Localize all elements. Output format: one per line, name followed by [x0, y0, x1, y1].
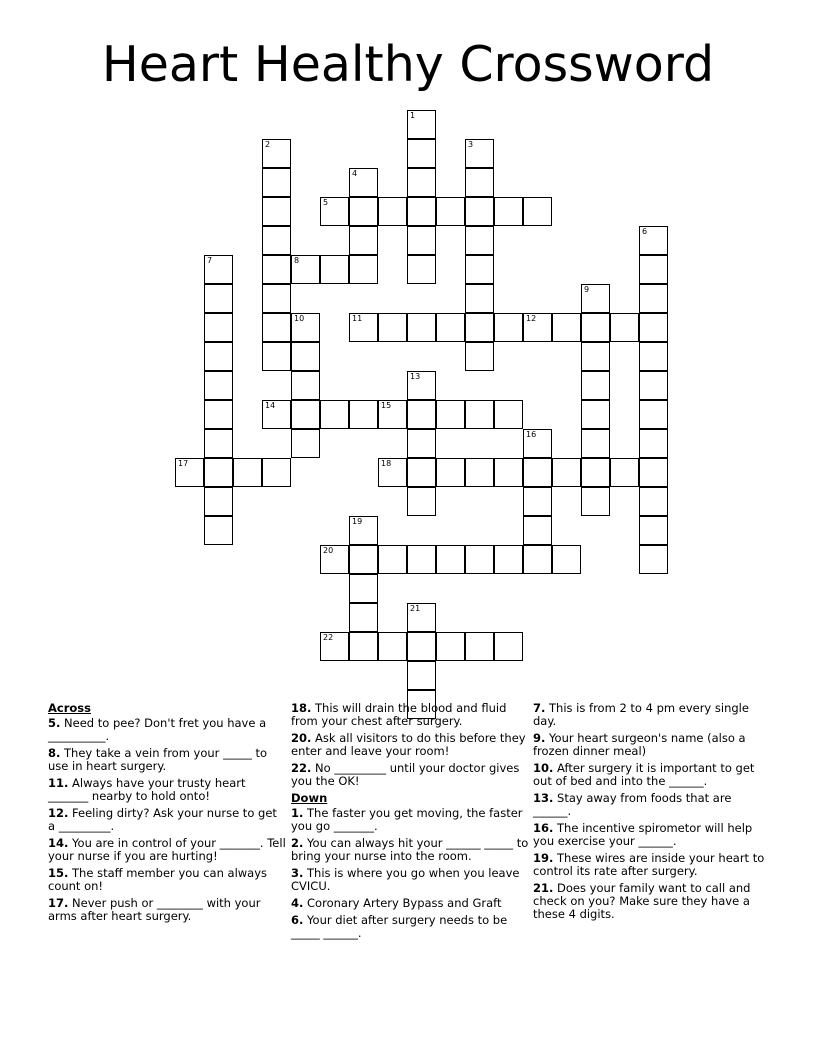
grid-cell[interactable]	[581, 284, 610, 313]
grid-cell[interactable]	[639, 371, 668, 400]
down-heading: Down	[291, 791, 328, 805]
clue-item-text: They take a vein from your _____ to use in heart surgery.	[48, 746, 268, 773]
clue-item-text: This is where you go when you leave CVICU.	[291, 866, 520, 893]
clue-column-2	[291, 702, 529, 944]
clue-item	[291, 867, 529, 893]
clue-item	[533, 702, 771, 728]
clue-item	[291, 914, 529, 940]
grid-cell[interactable]	[349, 603, 378, 632]
clue-item-text: These wires are inside your heart to control its rate after surgery.	[533, 851, 765, 878]
clue-number: 11	[352, 314, 363, 323]
grid-cell[interactable]	[407, 313, 436, 342]
clue-number: 5	[323, 198, 329, 207]
clue-number: 19	[352, 517, 363, 526]
grid-cell[interactable]	[407, 139, 436, 168]
grid-cell[interactable]	[407, 487, 436, 516]
grid-cell[interactable]	[465, 342, 494, 371]
grid-cell[interactable]	[639, 545, 668, 574]
grid-cell[interactable]	[378, 458, 407, 487]
clue-item-text: Need to pee? Don't fret you have a __________.	[48, 716, 267, 743]
grid-cell[interactable]	[378, 197, 407, 226]
clue-number: 10	[294, 314, 305, 323]
grid-cell[interactable]	[639, 313, 668, 342]
grid-cell[interactable]	[639, 284, 668, 313]
clue-item-text: Your diet after surgery needs to be _____ ______.	[291, 913, 508, 940]
grid-cell[interactable]	[610, 458, 639, 487]
grid-cell[interactable]	[465, 139, 494, 168]
clue-item-number: 17.	[48, 896, 69, 910]
grid-cell[interactable]	[465, 313, 494, 342]
clue-item-text: This is from 2 to 4 pm every single day.	[533, 701, 749, 728]
clue-number: 12	[526, 314, 537, 323]
clue-item-number: 15.	[48, 866, 69, 880]
grid-cell[interactable]	[494, 197, 523, 226]
clue-column-1	[48, 702, 286, 927]
clue-item-text: Feeling dirty? Ask your nurse to get a _________.	[48, 806, 277, 833]
clue-item-number: 6.	[291, 913, 304, 927]
grid-cell[interactable]	[320, 632, 349, 661]
clue-item-number: 5.	[48, 716, 61, 730]
clue-item	[48, 867, 286, 893]
across-clue-list-continued	[291, 702, 529, 788]
grid-cell[interactable]	[407, 371, 436, 400]
grid-cell[interactable]	[523, 516, 552, 545]
grid-cell[interactable]	[349, 516, 378, 545]
clue-number: 13	[410, 372, 421, 381]
clue-item	[291, 837, 529, 863]
grid-cell[interactable]	[436, 313, 465, 342]
grid-cell[interactable]	[204, 458, 233, 487]
grid-cell[interactable]	[349, 632, 378, 661]
down-clue-list-continued	[533, 702, 771, 921]
grid-cell[interactable]	[494, 458, 523, 487]
grid-cell[interactable]	[407, 197, 436, 226]
grid-cell[interactable]	[291, 371, 320, 400]
clue-number: 4	[352, 169, 358, 178]
grid-cell[interactable]	[639, 458, 668, 487]
clue-item	[48, 717, 286, 743]
grid-cell[interactable]	[581, 429, 610, 458]
grid-cell[interactable]	[465, 545, 494, 574]
clue-item-number: 19.	[533, 851, 554, 865]
puzzle-title: Heart Healthy Crossword	[101, 36, 715, 93]
clue-item-text: Your heart surgeon's name (also a frozen dinner meal)	[533, 731, 746, 758]
clue-item	[48, 777, 286, 803]
clue-number: 22	[323, 633, 334, 642]
clue-item	[533, 792, 771, 818]
clue-item-number: 21.	[533, 881, 554, 895]
clue-item-number: 2.	[291, 836, 304, 850]
grid-cell[interactable]	[639, 226, 668, 255]
grid-cell[interactable]	[204, 516, 233, 545]
grid-cell[interactable]	[523, 197, 552, 226]
clue-number: 21	[410, 604, 421, 613]
grid-cell[interactable]	[349, 197, 378, 226]
clue-item	[533, 822, 771, 848]
grid-cell[interactable]	[349, 255, 378, 284]
grid-cell[interactable]	[436, 545, 465, 574]
grid-cell[interactable]	[262, 284, 291, 313]
grid-cell[interactable]	[465, 226, 494, 255]
clue-item	[291, 732, 529, 758]
grid-cell[interactable]	[494, 400, 523, 429]
grid-cell[interactable]	[436, 197, 465, 226]
grid-cell[interactable]	[378, 632, 407, 661]
grid-cell[interactable]	[378, 313, 407, 342]
grid-cell[interactable]	[262, 139, 291, 168]
grid-cell[interactable]	[291, 313, 320, 342]
grid-cell[interactable]	[291, 342, 320, 371]
grid-cell[interactable]	[378, 400, 407, 429]
grid-cell[interactable]	[320, 197, 349, 226]
clue-item-text: Stay away from foods that are ______.	[533, 791, 732, 818]
grid-cell[interactable]	[204, 487, 233, 516]
clue-column-3	[533, 702, 771, 925]
grid-cell[interactable]	[639, 400, 668, 429]
grid-cell[interactable]	[262, 458, 291, 487]
clue-item	[291, 702, 529, 728]
clue-item-number: 8.	[48, 746, 61, 760]
grid-cell[interactable]	[291, 400, 320, 429]
clue-item-text: No _________ until your doctor gives you the OK!	[291, 761, 520, 788]
clue-item-number: 14.	[48, 836, 69, 850]
clue-item-text: The staff member you can always count on!	[48, 866, 268, 893]
grid-cell[interactable]	[552, 458, 581, 487]
grid-cell[interactable]	[407, 168, 436, 197]
grid-cell[interactable]	[204, 371, 233, 400]
grid-cell[interactable]	[494, 632, 523, 661]
grid-cell[interactable]	[349, 168, 378, 197]
grid-cell[interactable]	[523, 458, 552, 487]
clue-item	[291, 897, 529, 910]
grid-cell[interactable]	[436, 632, 465, 661]
grid-cell[interactable]	[494, 545, 523, 574]
clue-item-number: 9.	[533, 731, 546, 745]
grid-cell[interactable]	[262, 168, 291, 197]
grid-cell[interactable]	[204, 313, 233, 342]
clue-item-text: The incentive spirometor will help you exercise your ______.	[533, 821, 753, 848]
clue-number: 15	[381, 401, 392, 410]
grid-cell[interactable]	[204, 429, 233, 458]
down-clue-list	[291, 807, 529, 940]
grid-cell[interactable]	[639, 487, 668, 516]
grid-cell[interactable]	[233, 458, 262, 487]
clue-number: 17	[178, 459, 189, 468]
grid-cell[interactable]	[407, 545, 436, 574]
clue-item-number: 13.	[533, 791, 554, 805]
clue-item-number: 20.	[291, 731, 312, 745]
grid-cell[interactable]	[349, 226, 378, 255]
clue-item-text: This will drain the blood and fluid from your chest after surgery.	[291, 701, 507, 728]
clue-number: 16	[526, 430, 537, 439]
clue-number: 18	[381, 459, 392, 468]
clue-item	[533, 762, 771, 788]
grid-cell[interactable]	[552, 545, 581, 574]
clue-item-number: 10.	[533, 761, 554, 775]
clue-item-text: You can always hit your ______ _____ to bring your nurse into the room.	[291, 836, 529, 863]
grid-cell[interactable]	[610, 313, 639, 342]
clue-item-number: 3.	[291, 866, 304, 880]
grid-cell[interactable]	[262, 226, 291, 255]
clue-item	[48, 747, 286, 773]
grid-cell[interactable]	[581, 342, 610, 371]
grid-cell[interactable]	[204, 284, 233, 313]
clue-item-text: Never push or ________ with your arms after heart surgery.	[48, 896, 261, 923]
clue-item-number: 12.	[48, 806, 69, 820]
clue-item-number: 16.	[533, 821, 554, 835]
clue-item	[48, 897, 286, 923]
clue-item-number: 18.	[291, 701, 312, 715]
clue-number: 7	[207, 256, 213, 265]
across-clue-list	[48, 717, 286, 923]
grid-cell[interactable]	[465, 255, 494, 284]
grid-cell[interactable]	[407, 226, 436, 255]
grid-cell[interactable]	[581, 487, 610, 516]
grid-cell[interactable]	[262, 342, 291, 371]
grid-cell[interactable]	[407, 632, 436, 661]
grid-cell[interactable]	[523, 487, 552, 516]
grid-cell[interactable]	[581, 458, 610, 487]
clue-number: 14	[265, 401, 276, 410]
grid-cell[interactable]	[465, 458, 494, 487]
grid-cell[interactable]	[320, 400, 349, 429]
clue-item	[48, 807, 286, 833]
grid-cell[interactable]	[291, 255, 320, 284]
clue-number: 6	[642, 227, 648, 236]
grid-cell[interactable]	[407, 400, 436, 429]
clue-number: 20	[323, 546, 334, 555]
clue-number: 8	[294, 256, 300, 265]
clue-item-text: You are in control of your _______. Tell your nurse if you are hurting!	[48, 836, 286, 863]
grid-cell[interactable]	[407, 603, 436, 632]
clue-item	[291, 762, 529, 788]
clue-item-text: After surgery it is important to get out of bed and into the ______.	[533, 761, 755, 788]
grid-cell[interactable]	[291, 429, 320, 458]
grid-cell[interactable]	[639, 429, 668, 458]
grid-cell[interactable]	[407, 429, 436, 458]
grid-cell[interactable]	[204, 400, 233, 429]
grid-cell[interactable]	[639, 342, 668, 371]
clue-item-text: Does your family want to call and check on you? Make sure they have a these 4 digits.	[533, 881, 751, 921]
clue-item	[533, 882, 771, 921]
grid-cell[interactable]	[204, 342, 233, 371]
grid-cell[interactable]	[639, 516, 668, 545]
grid-cell[interactable]	[262, 313, 291, 342]
grid-cell[interactable]	[378, 545, 407, 574]
grid-cell[interactable]	[262, 197, 291, 226]
grid-cell[interactable]	[349, 313, 378, 342]
clue-number: 2	[265, 140, 271, 149]
grid-cell[interactable]	[552, 313, 581, 342]
grid-cell[interactable]	[204, 255, 233, 284]
clue-number: 3	[468, 140, 474, 149]
grid-cell[interactable]	[349, 400, 378, 429]
clue-item-text: Always have your trusty heart _______ nearby to hold onto!	[48, 776, 246, 803]
clue-item	[533, 732, 771, 758]
clue-number: 9	[584, 285, 590, 294]
across-heading: Across	[48, 701, 91, 715]
clue-item	[533, 852, 771, 878]
clue-item-text: Coronary Artery Bypass and Graft	[303, 896, 502, 910]
grid-cell[interactable]	[523, 429, 552, 458]
grid-cell[interactable]	[639, 255, 668, 284]
grid-cell[interactable]	[465, 168, 494, 197]
grid-cell[interactable]	[436, 458, 465, 487]
grid-cell[interactable]	[581, 313, 610, 342]
grid-cell[interactable]	[320, 255, 349, 284]
clue-item-number: 22.	[291, 761, 312, 775]
grid-cell[interactable]	[494, 313, 523, 342]
grid-cell[interactable]	[407, 458, 436, 487]
grid-cell[interactable]	[407, 255, 436, 284]
grid-cell[interactable]	[349, 545, 378, 574]
grid-cell[interactable]	[320, 545, 349, 574]
clue-item	[48, 837, 286, 863]
grid-cell[interactable]	[262, 255, 291, 284]
grid-cell[interactable]	[465, 284, 494, 313]
clue-item-number: 11.	[48, 776, 69, 790]
clue-item-number: 1.	[291, 806, 304, 820]
clue-number: 1	[410, 111, 416, 120]
grid-cell[interactable]	[465, 632, 494, 661]
grid-cell[interactable]	[581, 400, 610, 429]
grid-cell[interactable]	[349, 574, 378, 603]
grid-cell[interactable]	[523, 313, 552, 342]
grid-cell[interactable]	[175, 458, 204, 487]
grid-cell[interactable]	[407, 110, 436, 139]
grid-cell[interactable]	[407, 661, 436, 690]
clue-item-number: 7.	[533, 701, 546, 715]
grid-cell[interactable]	[523, 545, 552, 574]
clue-item	[291, 807, 529, 833]
clue-item-number: 4.	[291, 896, 304, 910]
grid-cell[interactable]	[436, 400, 465, 429]
clue-item-text: Ask all visitors to do this before they enter and leave your room!	[291, 731, 526, 758]
grid-cell[interactable]	[465, 400, 494, 429]
grid-cell[interactable]	[262, 400, 291, 429]
clue-item-text: The faster you get moving, the faster you go _______.	[291, 806, 523, 833]
grid-cell[interactable]	[465, 197, 494, 226]
grid-cell[interactable]	[581, 371, 610, 400]
